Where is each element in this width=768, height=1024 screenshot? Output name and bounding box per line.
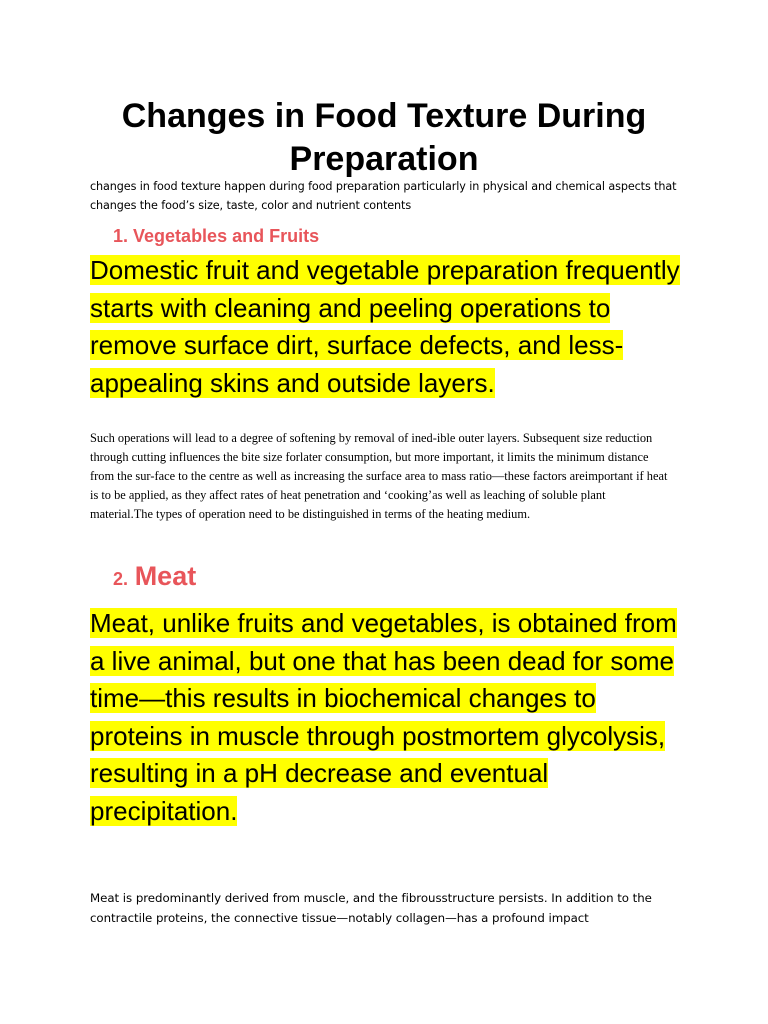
intro-paragraph: changes in food texture happen during food preparation particularly in physical and chemical aspects that changes the food’s size, taste, color and nutrient contents (90, 180, 677, 212)
section-heading-meat (113, 558, 196, 597)
highlighted-text: Domestic fruit and vegetable preparation frequently starts with cleaning and peeling operations to remove surface dirt, surface defects, and less-appealing skins and outside layers. (90, 255, 680, 398)
section-heading-vegetables-fruits (113, 224, 319, 248)
document-title: Changes in Food Texture During Preparation (121, 97, 647, 178)
section-heading-label: Vegetables and Fruits (133, 226, 320, 246)
body-paragraph-meat: Meat is predominantly derived from muscle, and the fibrousstructure persists. In addition to the contractile proteins, the connective tissue—notably collagen—has a profound impact (90, 891, 652, 925)
section-number: 2. (113, 569, 129, 589)
highlighted-paragraph-vegetables (90, 252, 690, 402)
section-number: 1. (113, 226, 129, 246)
section-heading-label: Meat (134, 561, 197, 591)
body-paragraph-vegetables: Such operations will lead to a degree of softening by removal of ined-ible outer layers. Subsequent size reduction through cutting influences the bite size forlater consumption, but more important, it limits the minimum distance from the sur-face to the centre as well as increasing the surface area to mass ratio—these factors areimportant if heat is to be applied, as they affect rates of heat penetration and ‘cooking’as well as leaching of soluble plant material.The types of operation need to be distinguished in terms of the heating medium. (90, 431, 668, 521)
highlighted-paragraph-meat (90, 605, 690, 830)
highlighted-text: Meat, unlike fruits and vegetables, is obtained from a live animal, but one that has been dead for some time—this results in biochemical changes to proteins in muscle through postmortem glycolysis, resulting in a pH decrease and eventual precipitation. (90, 608, 677, 826)
